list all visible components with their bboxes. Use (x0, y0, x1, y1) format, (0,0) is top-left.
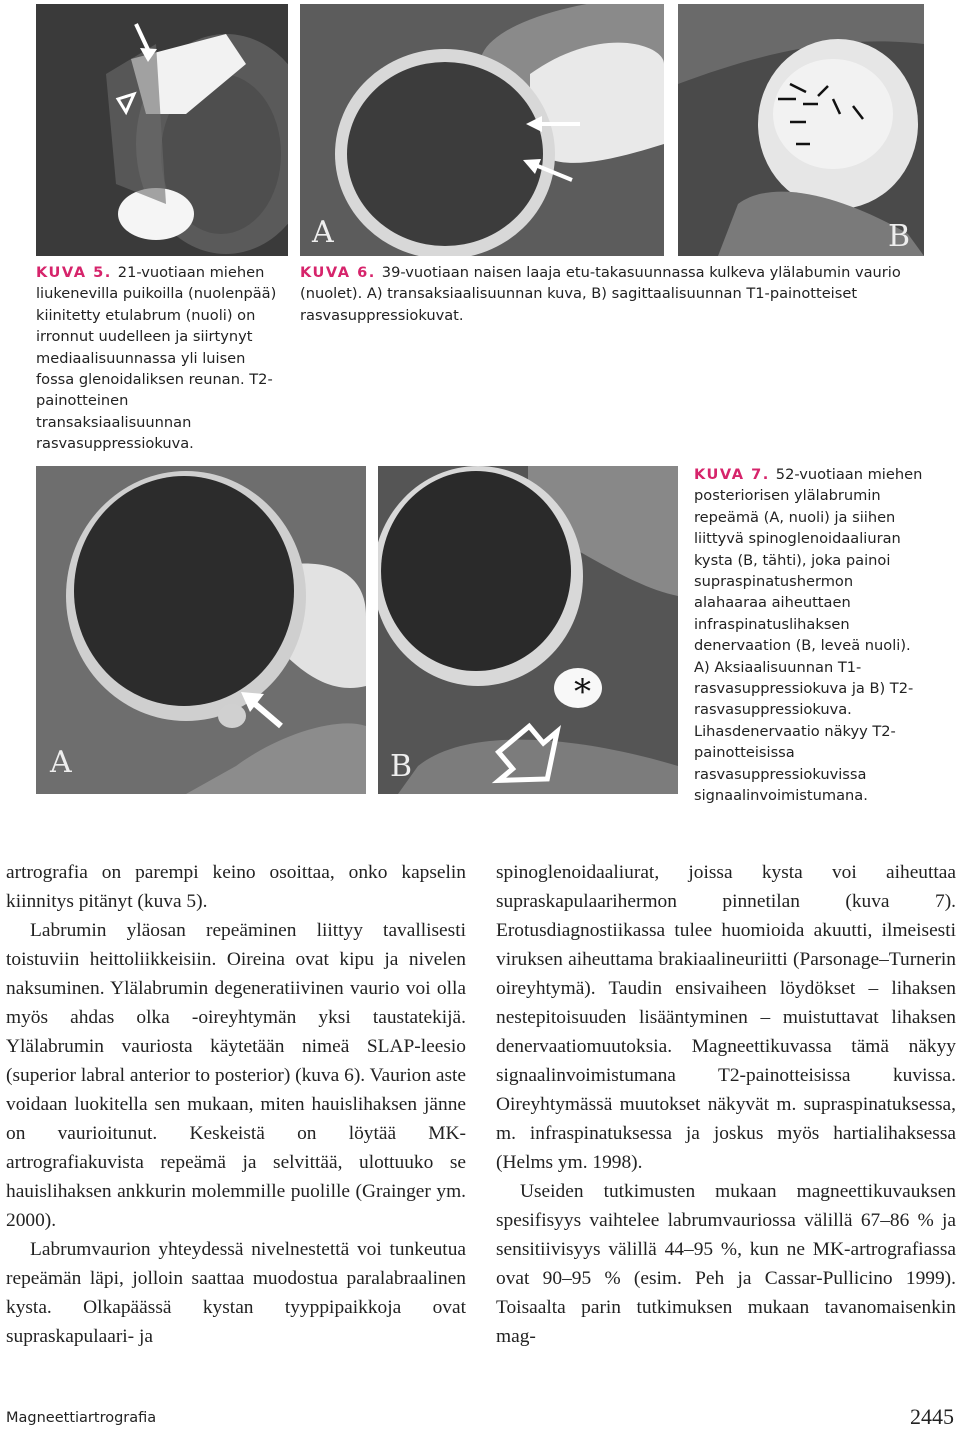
figure-6a-mri-image (300, 4, 664, 256)
figure-7-caption (694, 464, 924, 807)
body-column-left (6, 858, 466, 1351)
left-paragraph-3: Labrumvaurion yhteydessä nivelnestettä voi tunkeutua repeämän läpi, jolloin saattaa muodostua paralabraalinen kysta. Olkapäässä kystan tyyppipaikkoja ovat supraskapulaari- ja (6, 1239, 466, 1347)
footer-section-title: Magneettiartrografia (6, 1410, 157, 1426)
figure-6a-panel-letter: A (312, 215, 334, 250)
figure-5-caption (36, 262, 288, 455)
figure-5-label: KUVA 5. (36, 264, 112, 281)
figure-5-mri-image (36, 4, 288, 256)
figure-6-label: KUVA 6. (300, 264, 376, 281)
figure-6b-mri-image (678, 4, 924, 256)
figure-7b-mri-image (378, 466, 678, 794)
figure-7-label: KUVA 7. (694, 466, 770, 483)
figure-7a-mri-drawing (36, 466, 366, 794)
figure-5-mri-drawing (36, 4, 288, 256)
page-number: 2445 (910, 1404, 954, 1429)
figure-7b-cyst-star: * (574, 672, 591, 712)
left-paragraph-1: artrografia on parempi keino osoittaa, onko kapselin kiinnitys pitänyt (kuva 5). (6, 862, 466, 912)
figure-7a-mri-image (36, 466, 366, 794)
left-paragraph-2: Labrumin yläosan repeäminen liittyy tavallisesti toistuviin heittoliikkeisiin. Oireina ovat kipu ja nivelen naksuminen. Ylälabrumin degeneratiivinen vaurio voi olla myös ahdas olka -oireyhtymän yksi taustatekijä. Ylälabrumin vauriosta käytetään nimeä SLAP-leesio (superior labral anterior to posterior) (kuva 6). Vaurion aste voidaan luokitella sen mukaan, miten hauislihaksen jänne on vaurioitunut. Keskeistä on löytää MK-artrografiakuvista repeämä ja selvittää, ulottuuko se hauislihaksen ankkurin molemmille puolille (Grainger ym. 2000). (6, 920, 467, 1231)
figure-6a-mri-drawing (300, 4, 664, 256)
body-column-right (496, 858, 956, 1351)
figure-6-caption-text: 39-vuotiaan naisen laaja etu-takasuunnassa kulkeva ylälabumin vaurio (nuolet). A) transaksiaalisuunnan kuva, B) sagittaalisuunnan T1-painotteiset rasvasuppressiokuvat. (300, 264, 901, 324)
figure-7b-mri-drawing (378, 466, 678, 794)
figure-5-caption-text: 21-vuotiaan miehen liukenevilla puikoilla (nuolenpää) kiinitetty etulabrum (nuoli) on irronnut uudelleen ja siirtynyt mediaalisuunnassa yli luisen fossa glenoidaliksen reunan. T2-painotteinen transaksiaalisuunnan rasvasuppressiokuva. (36, 264, 277, 453)
figure-7a-panel-letter: A (50, 745, 72, 780)
figure-6-caption (300, 262, 924, 326)
right-paragraph-2: Useiden tutkimusten mukaan magneettikuvauksen spesifisyys vaihtelee labrumvauriossa välillä 67–86 % ja sensitiivisyys välillä 44–95 %, kun ne MK-artrografiassa ovat 90–95 % (esim. Peh ja Cassar-Pullicino 1999). Toisaalta parin tutkimuksen mukaan tavanomaisenkin mag- (496, 1181, 956, 1347)
right-paragraph-1: spinoglenoidaaliurat, joissa kysta voi aiheuttaa supraskapulaarihermon pinnetilan (kuva 7). Erotusdiagnostiikassa tulee huomioida akuutti, ilmeisesti viruksen aiheuttama brakiaalineuriitti (Parsonage–Turnerin oireyhtymä). Taudin ensivaiheen löydökset – lihaksen nestepitoisuuden lisääntyminen – muistuttavat lihaksen denervaatiomuutoksia. Magneettikuvassa tämä näkyy signaalinvoimistumana T2-painotteisissa kuvissa. Oireyhtymässä muutokset näkyvät m. supraspinatuksessa, m. infraspinatuksessa ja joskus myös hartialihaksessa (Helms ym. 1998). (496, 862, 956, 1173)
figure-7-caption-text: 52-vuotiaan miehen posteriorisen ylälabrumin repeämä (A, nuoli) ja siihen liittyvä spinoglenoidaaliuran kysta (B, tähti), joka painoi supraspinatushermon alahaaraa aiheuttaen infraspinatuslihaksen denervaation (B, leveä nuoli). A) Aksiaalisuunnan T1-rasvasuppressiokuva ja B) T2-rasvasuppressiokuva. Lihasdenervaatio näkyy T2-painotteisissa rasvasuppressiokuvissa signaalinvoimistumana. (694, 466, 923, 805)
figure-6b-panel-letter: B (887, 219, 910, 254)
figure-7b-panel-letter: B (390, 749, 413, 784)
